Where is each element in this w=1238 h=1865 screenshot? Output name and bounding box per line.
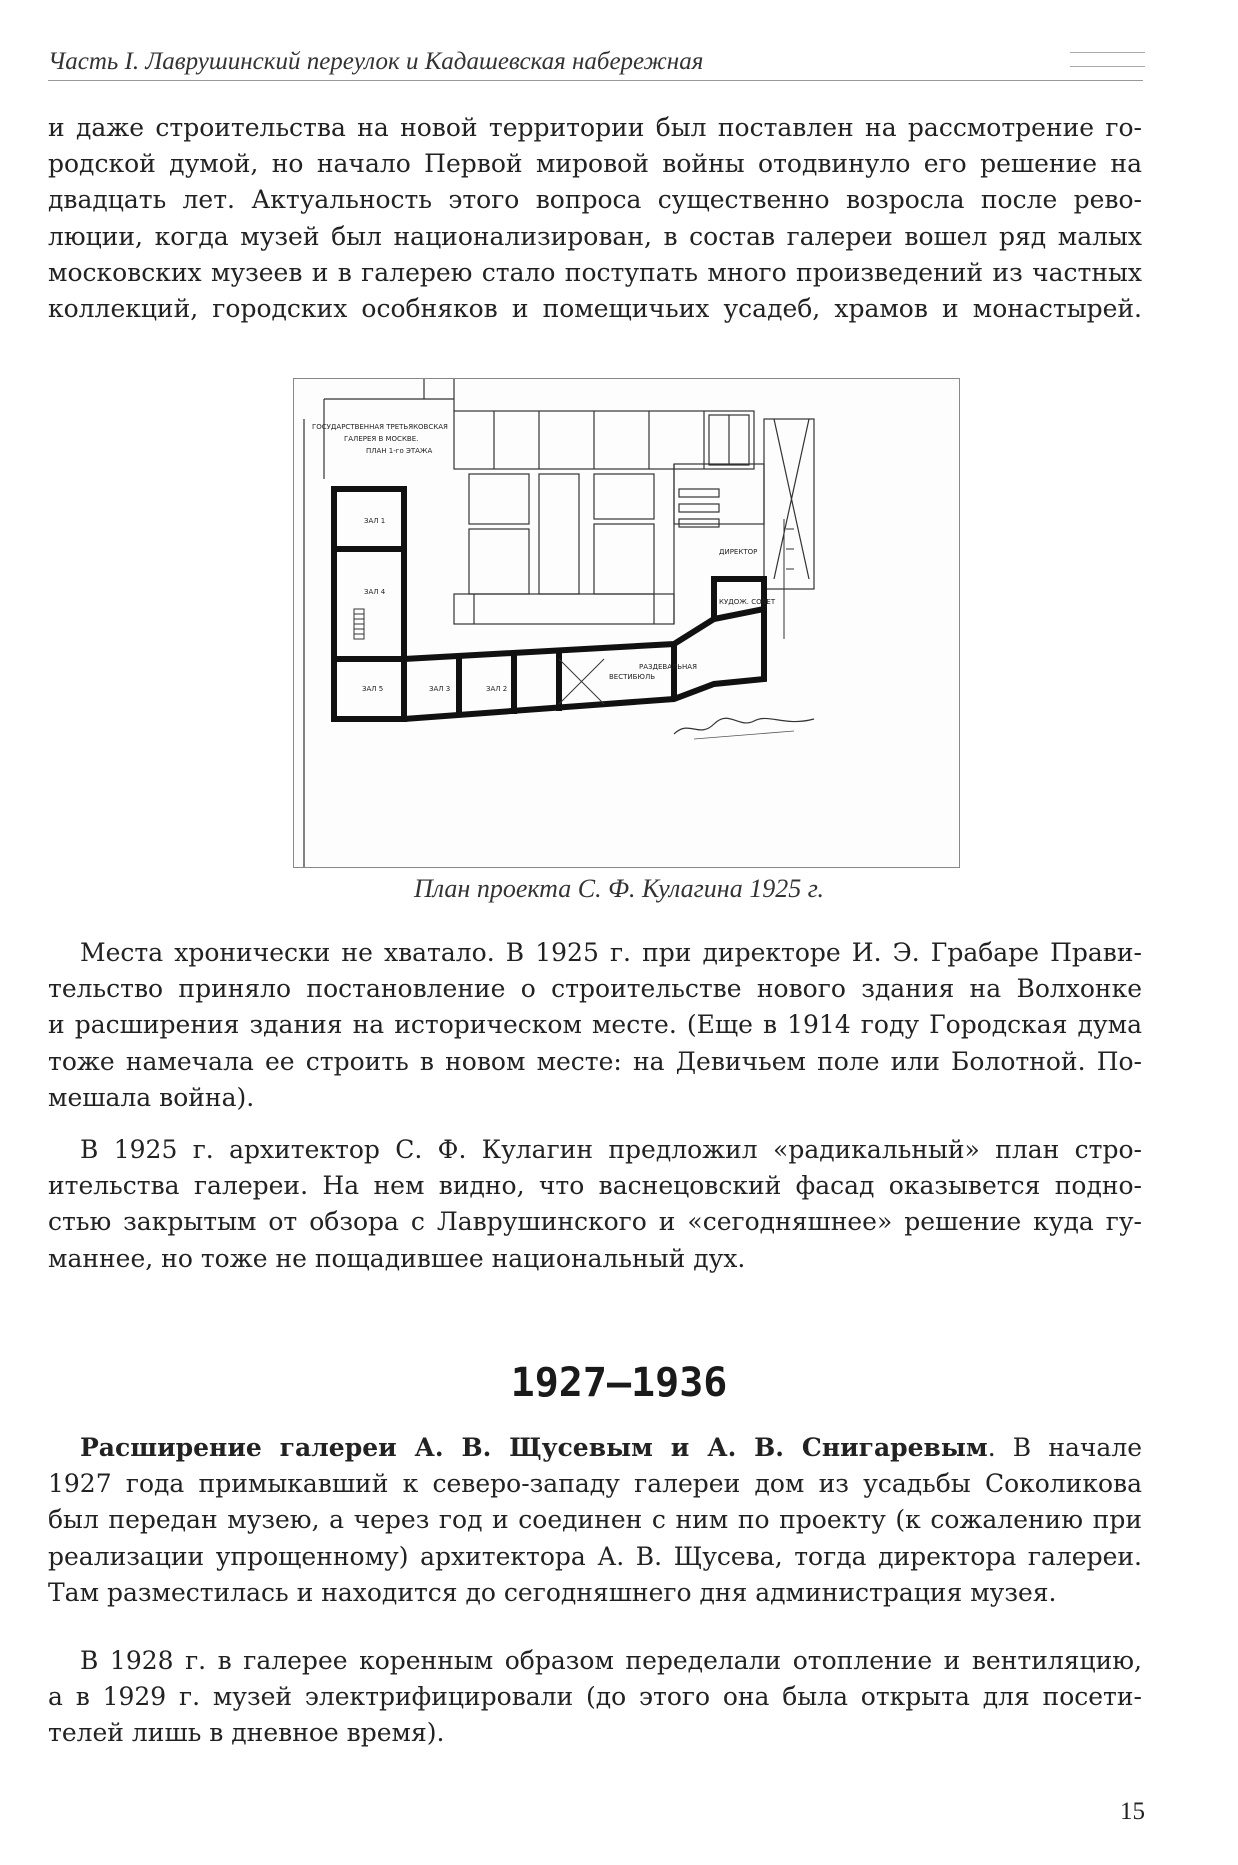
text-line: реализации упрощенному) архитектора А. В. Щусева, тогда директора галереи.	[48, 1541, 1142, 1571]
plan-right-wing	[764, 419, 814, 589]
plan-room	[469, 529, 529, 594]
running-title: Часть I. Лаврушинский переулок и Кадашевская набережная	[48, 48, 704, 75]
plan-room	[594, 474, 654, 519]
paragraph	[48, 1643, 1142, 1752]
figure-caption: План проекта С. Ф. Кулагина 1925 г.	[413, 874, 825, 903]
text-line: а в 1929 г. музей электрифицировали (до этого она была открыта для посети-	[48, 1682, 1142, 1712]
text-line: маннее, но тоже не пощадившее национальный дух.	[48, 1243, 746, 1273]
plan-title-line: ПЛАН 1-го ЭТАЖА	[366, 447, 433, 455]
header-rule-short	[1070, 66, 1145, 67]
text-line: был передан музею, а через год и соединен с ним по проекту (к сожалению при	[48, 1505, 1142, 1535]
text-line	[48, 1430, 1142, 1466]
plan-corridor	[539, 474, 579, 594]
plan-title-line: ГОСУДАРСТВЕННАЯ ТРЕТЬЯКОВСКАЯ	[312, 423, 448, 431]
text-line: Там разместилась и находится до сегодняшнего дня администрация музея.	[48, 1577, 1057, 1607]
text-line: Места хронически не хватало. В 1925 г. при директоре И. Э. Грабаре Прави-	[80, 938, 1142, 967]
plan-room	[469, 474, 529, 524]
hall-label: ЗАЛ 4	[364, 588, 386, 596]
paragraph	[48, 935, 1142, 1116]
room-label: КУДОЖ. СОВЕТ	[719, 598, 776, 606]
text-line: родской думой, но начало Первой мировой войны отодвинуло его решение на	[48, 149, 1142, 179]
text-line: 1927 года примыкавший к северо-западу галереи дом из усадьбы Соколикова	[48, 1469, 1142, 1499]
paragraph	[48, 1132, 1142, 1277]
lead-line-rest: . В начале	[987, 1433, 1143, 1462]
text-line: В 1928 г. в галерее коренным образом переделали отопление и вентиляцию,	[80, 1646, 1142, 1675]
text-line: стью закрытым от обзора с Лаврушинского и «сегодняшнее» решение куда гу-	[48, 1207, 1142, 1237]
paragraph-continued	[48, 110, 1142, 327]
hall-label: ЗАЛ 2	[486, 685, 508, 693]
text-line: двадцать лет. Актуальность этого вопроса существенно возросла после рево-	[48, 185, 1142, 215]
text-line: тельство приняло постановление о строительстве нового здания на Волхонке	[48, 974, 1142, 1004]
plan-room	[594, 524, 654, 594]
floor-plan-figure	[293, 378, 960, 868]
room-label: ДИРЕКТОР	[719, 548, 758, 556]
plan-title-line: ГАЛЕРЕЯ В МОСКВЕ.	[344, 435, 419, 443]
text-line: тоже намечала ее строить в новом месте: на Девичьем поле или Болотной. По-	[48, 1046, 1142, 1076]
floor-plan-drawing	[294, 379, 959, 867]
text-line: В 1925 г. архитектор С. Ф. Кулагин предложил «радикальный» план стро-	[80, 1135, 1142, 1164]
text-line: телей лишь в дневное время).	[48, 1718, 445, 1748]
header-rule-short	[1070, 52, 1145, 53]
room-label: ВЕСТИБЮЛЬ	[609, 673, 656, 681]
text-line: и расширения здания на историческом месте. (Еще в 1914 году Городская дума	[48, 1010, 1142, 1040]
text-line: мешала война).	[48, 1082, 255, 1112]
text-line: и даже строительства на новой территории был поставлен на рассмотрение го-	[48, 113, 1142, 142]
hall-label: ЗАЛ 3	[429, 685, 451, 693]
bold-lead-text: Расширение галереи А. В. Щусевым и А. В. Снигаревым	[80, 1433, 988, 1462]
text-line: московских музеев и в галерею стало поступать много произведений из частных	[48, 257, 1142, 287]
text-line: коллекций, городских особняков и помещичьих усадеб, храмов и монастырей.	[48, 294, 1142, 324]
section-heading: 1927–1936	[510, 1360, 728, 1406]
paragraph	[48, 1430, 1142, 1611]
text-line: люции, когда музей был национализирован, в состав галереи вошел ряд малых	[48, 221, 1142, 251]
room-label: РАЗДЕВАЛЬНАЯ	[639, 663, 697, 671]
text-line: ительства галереи. На нем видно, что васнецовский фасад оказывется подно-	[48, 1171, 1142, 1201]
hall-label: ЗАЛ 1	[364, 517, 386, 525]
architect-signature	[674, 718, 814, 734]
hall-label: ЗАЛ 5	[362, 685, 384, 693]
header-rule	[48, 80, 1143, 81]
page-number: 15	[1120, 1798, 1145, 1825]
